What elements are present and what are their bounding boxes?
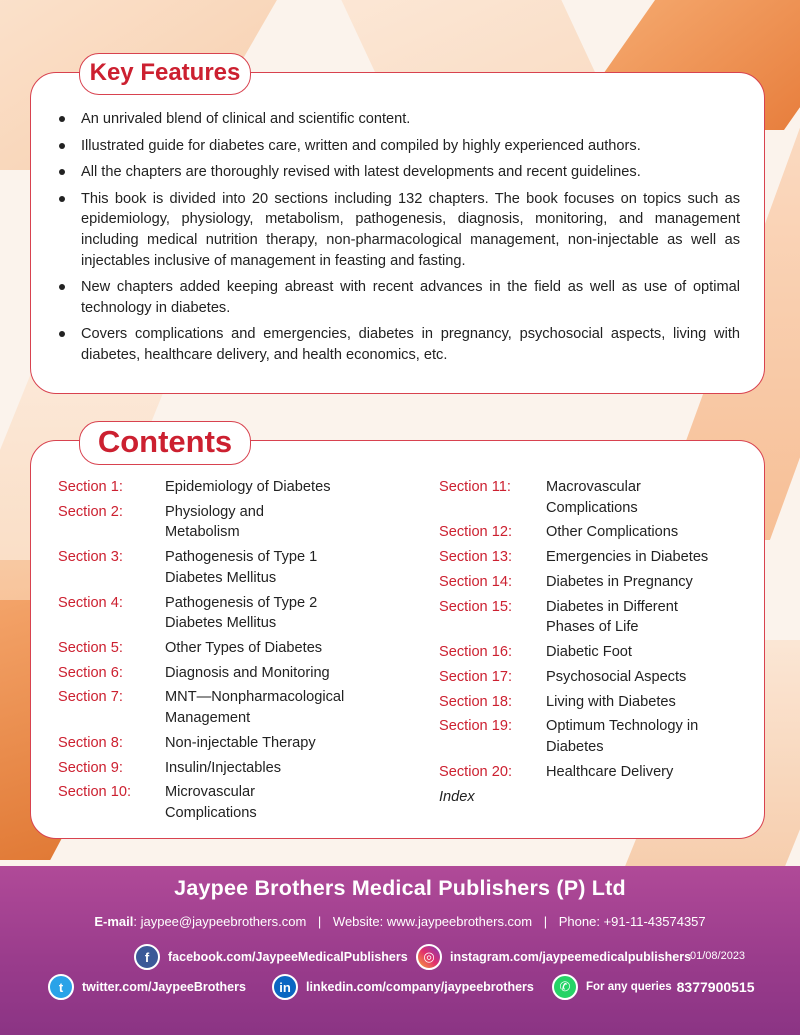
section-row <box>439 572 749 593</box>
section-title: Living with Diabetes <box>546 693 676 710</box>
section-title: Other Types of Diabetes <box>165 639 323 656</box>
section-number: Section 1: <box>58 479 123 495</box>
facebook-icon: f <box>134 944 160 970</box>
print-date: 01/08/2023 <box>690 950 746 962</box>
contents-title: Contents <box>79 421 251 465</box>
section-title: Epidemiology of Diabetes <box>165 479 331 495</box>
section-number: Section 9: <box>58 759 123 776</box>
section-row <box>58 758 398 779</box>
publisher-footer <box>0 866 800 1035</box>
section-number: Section 10: <box>58 784 132 801</box>
contents-left-column <box>58 477 398 828</box>
facebook-link[interactable] <box>134 944 408 970</box>
section-row <box>439 667 749 688</box>
index-label: Index <box>439 788 475 805</box>
whatsapp-queries[interactable] <box>552 974 755 1000</box>
phone-number: +91-11-43574357 <box>603 914 706 929</box>
section-row <box>439 716 749 757</box>
queries-label: For any queries <box>586 981 672 993</box>
section-number: Section 6: <box>58 664 123 681</box>
section-title: Diagnosis and Monitoring <box>165 664 330 681</box>
section-title: Psychosocial Aspects <box>546 668 687 685</box>
section-number: Section 13: <box>439 549 513 566</box>
section-number: Section 8: <box>58 734 123 751</box>
section-number: Section 4: <box>58 594 123 611</box>
section-number: Section 18: <box>439 693 513 710</box>
section-row <box>58 782 398 823</box>
section-number: Section 17: <box>439 668 513 685</box>
key-features-panel <box>30 59 765 394</box>
key-features-title: Key Features <box>79 53 251 95</box>
list-item: All the chapters are thoroughly revised with latest developments and recent guidelines. <box>81 162 740 183</box>
section-number: Section 19: <box>439 718 513 735</box>
section-number: Section 3: <box>58 549 123 566</box>
section-number: Section 15: <box>439 598 513 615</box>
website-label: Website: <box>332 914 384 929</box>
section-number: Section 12: <box>439 524 513 541</box>
section-number: Section 5: <box>58 639 123 656</box>
twitter-icon: t <box>48 974 74 1000</box>
list-item: New chapters added keeping abreast with recent advances in the field as well as use of optimal technology in diabetes. <box>81 277 740 318</box>
section-title: Non-injectable Therapy <box>165 734 316 751</box>
section-row <box>58 638 398 659</box>
section-number: Section 20: <box>439 763 513 780</box>
contents-panel <box>30 424 765 839</box>
section-row <box>58 593 398 634</box>
section-title: Diabetes in Pregnancy <box>546 573 693 590</box>
contents-right-column <box>439 477 749 807</box>
section-row <box>439 477 749 518</box>
linkedin-link[interactable] <box>272 974 534 1000</box>
section-title: Diabetic Foot <box>546 644 632 661</box>
linkedin-url: linkedin.com/company/jaypeebrothers <box>306 980 534 994</box>
queries-number: 8377900515 <box>676 979 755 995</box>
section-title: Physiology and Metabolism <box>165 503 264 541</box>
section-title: MNT—Nonpharmacological Management <box>165 689 345 727</box>
section-title: Other Complications <box>546 524 679 541</box>
section-row <box>439 692 749 713</box>
section-title: Diabetes in Different Phases of Life <box>546 598 678 636</box>
section-title: Pathogenesis of Type 2 Diabetes Mellitus <box>165 594 318 632</box>
section-title: Macrovascular Complications <box>546 479 641 516</box>
section-row <box>58 547 398 588</box>
section-number: Section 2: <box>58 503 123 520</box>
twitter-link[interactable] <box>48 974 246 1000</box>
section-title: Healthcare Delivery <box>546 763 674 780</box>
list-item: An unrivaled blend of clinical and scientific content. <box>81 109 740 130</box>
section-title: Emergencies in Diabetes <box>546 549 709 566</box>
list-item: Covers complications and emergencies, diabetes in pregnancy, psychosocial aspects, living with diabetes, healthcare delivery, and health economics, etc. <box>81 324 740 365</box>
linkedin-icon: in <box>272 974 298 1000</box>
section-row <box>439 597 749 638</box>
section-title: Pathogenesis of Type 1 Diabetes Mellitus <box>165 549 318 586</box>
list-item: This book is divided into 20 sections including 132 chapters. The book focuses on topics such as epidemiology, physiology, metabolism, pathogenesis, diagnosis, monitoring, and management including medical nutrition therapy, non-pharmacological management, non-injectable as well as injectables inclusive of management in feasting and fasting. <box>81 189 740 271</box>
section-title: Insulin/Injectables <box>165 759 282 776</box>
section-row <box>58 687 398 728</box>
instagram-link[interactable] <box>416 944 691 970</box>
section-row <box>439 522 749 543</box>
section-number: Section 11: <box>439 479 511 495</box>
section-number: Section 16: <box>439 644 513 661</box>
contact-line: E-mail: jaypee@jaypeebrothers.com | Website: www.jaypeebrothers.com | Phone: +91-11-43574357 <box>94 914 706 929</box>
phone-label: Phone: <box>558 914 600 929</box>
email-label: E-mail <box>94 914 134 929</box>
section-row <box>439 762 749 783</box>
section-number: Section 14: <box>439 573 513 590</box>
section-number: Section 7: <box>58 689 123 706</box>
key-features-list <box>31 73 764 366</box>
instagram-icon: ◎ <box>416 944 442 970</box>
list-item: Illustrated guide for diabetes care, written and compiled by highly experienced authors. <box>81 136 740 157</box>
section-title: Optimum Technology in Diabetes <box>546 718 699 756</box>
publisher-name: Jaypee Brothers Medical Publishers (P) Ltd <box>174 876 626 900</box>
website-link[interactable]: www.jaypeebrothers.com <box>386 914 533 929</box>
whatsapp-icon: ✆ <box>552 974 578 1000</box>
section-title: Microvascular Complications <box>165 784 257 821</box>
section-row <box>58 663 398 684</box>
facebook-url: facebook.com/JaypeeMedicalPublishers <box>168 950 408 964</box>
section-row <box>58 477 398 498</box>
section-row <box>439 642 749 663</box>
section-row <box>58 502 398 543</box>
instagram-url: instagram.com/jaypeemedicalpublishers <box>450 950 692 964</box>
twitter-url: twitter.com/JaypeeBrothers <box>82 980 246 994</box>
email-link[interactable]: jaypee@jaypeebrothers.com <box>140 914 307 929</box>
section-row <box>58 733 398 754</box>
section-row <box>439 547 749 568</box>
